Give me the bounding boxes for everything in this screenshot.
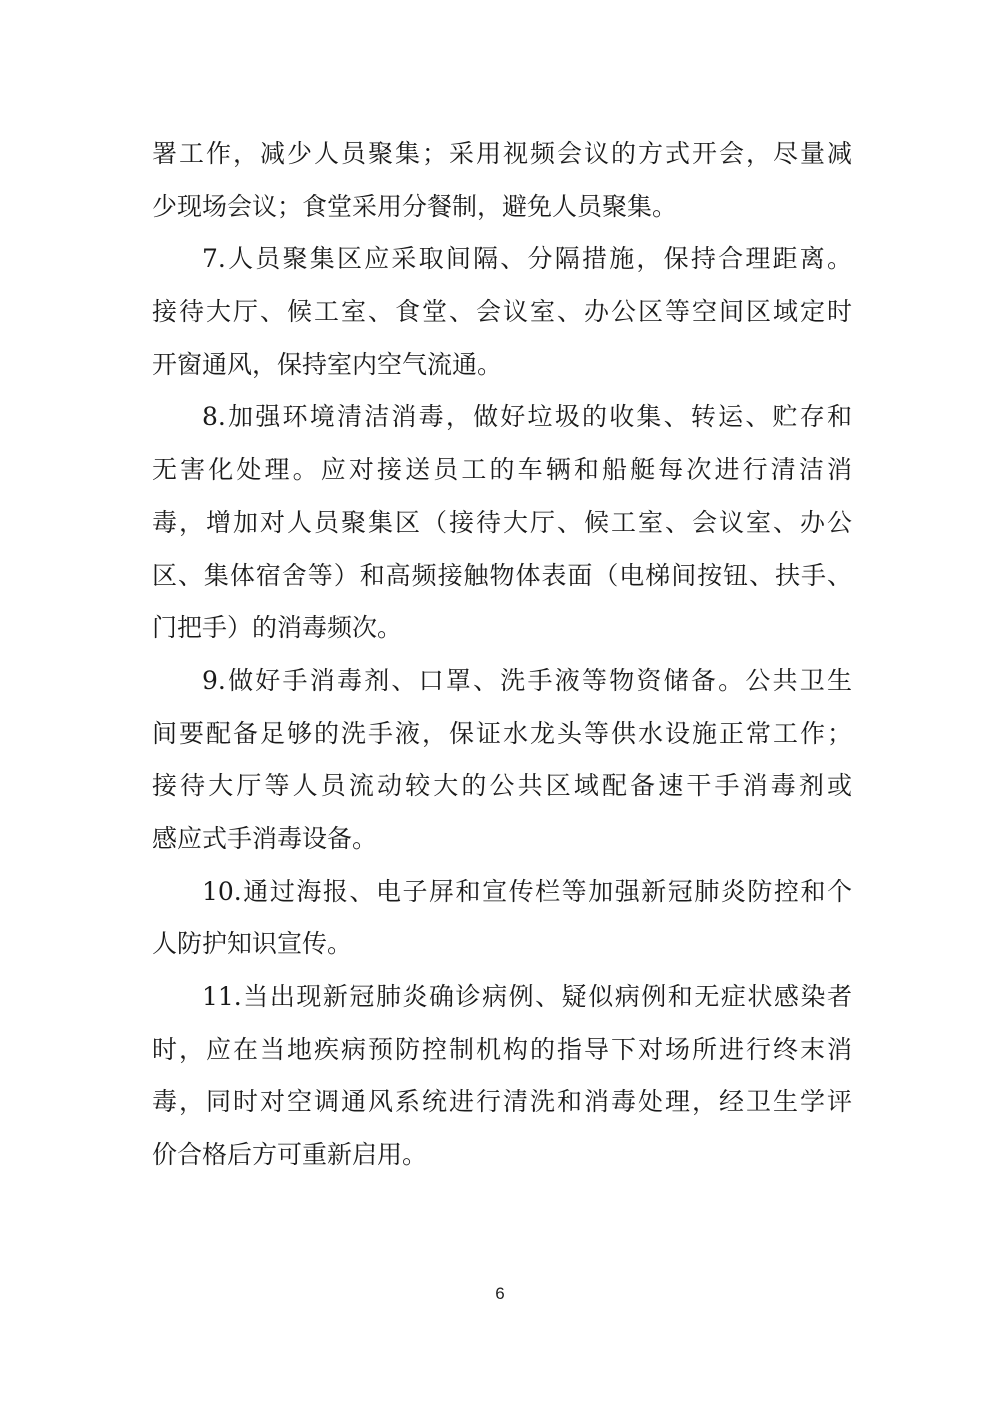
text-line: 区、集体宿舍等）和高频接触物体表面（电梯间按钮、扶手、	[152, 560, 852, 590]
page-number: 6	[495, 1284, 505, 1303]
text-line: 毒，增加对人员聚集区（接待大厅、候工室、会议室、办公	[152, 507, 852, 537]
document-body	[152, 128, 852, 1182]
text-line: 毒，同时对空调通风系统进行清洗和消毒处理，经卫生学评	[152, 1087, 852, 1117]
text-line: 间要配备足够的洗手液，保证水龙头等供水设施正常工作；	[152, 718, 852, 748]
paragraph-7-first-line: 7.人员聚集区应采取间隔、分隔措施，保持合理距离。	[202, 244, 852, 274]
text-line: 开窗通风，保持室内空气流通。	[152, 349, 503, 379]
text-line: 时，应在当地疾病预防控制机构的指导下对场所进行终末消	[152, 1034, 852, 1064]
paragraph-11-first-line: 11.当出现新冠肺炎确诊病例、疑似病例和无症状感染者	[202, 982, 852, 1011]
paragraph-8-first-line: 8.加强环境清洁消毒，做好垃圾的收集、转运、贮存和	[202, 402, 852, 432]
text-line: 人防护知识宣传。	[152, 929, 353, 959]
text-line: 门把手）的消毒频次。	[152, 613, 403, 643]
text-line: 接待大厅、候工室、食堂、会议室、办公区等空间区域定时	[152, 297, 852, 327]
text-line: 少现场会议；食堂采用分餐制，避免人员聚集。	[152, 191, 678, 221]
paragraph-9-first-line: 9.做好手消毒剂、口罩、洗手液等物资储备。公共卫生	[202, 665, 852, 695]
text-line: 接待大厅等人员流动较大的公共区域配备速干手消毒剂或	[152, 771, 852, 801]
text-line: 感应式手消毒设备。	[152, 823, 378, 853]
text-line: 无害化处理。应对接送员工的车辆和船艇每次进行清洁消	[152, 455, 852, 485]
text-line: 价合格后方可重新启用。	[152, 1140, 428, 1170]
paragraph-10-first-line: 10.通过海报、电子屏和宣传栏等加强新冠肺炎防控和个	[202, 876, 852, 906]
text-line: 署工作，减少人员聚集；采用视频会议的方式开会，尽量减	[152, 139, 852, 168]
